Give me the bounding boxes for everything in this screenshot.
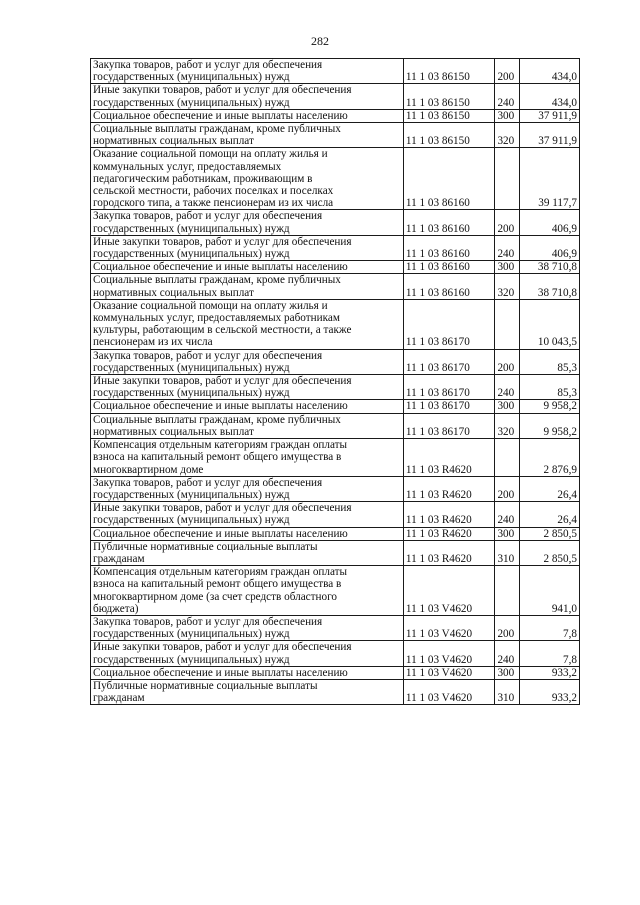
row-code-cell: 11 1 03 86160 xyxy=(403,274,495,299)
table-row xyxy=(91,666,580,679)
row-code-cell: 11 1 03 86160 xyxy=(403,148,495,210)
row-code-cell: 11 1 03 86160 xyxy=(403,210,495,235)
row-name-cell: Закупка товаров, работ и услуг для обеспечения государственных (муниципальных) нужд xyxy=(91,615,404,640)
table-row xyxy=(91,375,580,400)
row-expense-type-cell: 310 xyxy=(495,540,519,565)
row-name-cell: Иные закупки товаров, работ и услуг для обеспечения государственных (муниципальных) нужд xyxy=(91,641,404,666)
row-expense-type-cell: 200 xyxy=(495,476,519,501)
row-name-cell: Компенсация отдельным категориям граждан оплаты взноса на капитальный ремонт общего имущества в многоквартирном доме xyxy=(91,439,404,477)
row-code-cell: 11 1 03 R4620 xyxy=(403,476,495,501)
row-expense-type-cell: 240 xyxy=(495,641,519,666)
row-name-cell: Иные закупки товаров, работ и услуг для обеспечения государственных (муниципальных) нужд xyxy=(91,502,404,527)
row-name-cell: Публичные нормативные социальные выплаты гражданам xyxy=(91,679,404,704)
row-code-cell: 11 1 03 V4620 xyxy=(403,566,495,616)
row-name-cell: Социальные выплаты гражданам, кроме публичных нормативных социальных выплат xyxy=(91,123,404,148)
row-amount-cell: 933,2 xyxy=(519,666,579,679)
row-name-cell: Социальное обеспечение и иные выплаты населению xyxy=(91,666,404,679)
row-amount-cell: 434,0 xyxy=(519,59,579,84)
row-code-cell: 11 1 03 V4620 xyxy=(403,679,495,704)
table-row xyxy=(91,540,580,565)
row-expense-type-cell: 300 xyxy=(495,527,519,540)
row-amount-cell: 39 117,7 xyxy=(519,148,579,210)
row-expense-type-cell: 200 xyxy=(495,59,519,84)
budget-table xyxy=(90,58,580,705)
row-expense-type-cell: 240 xyxy=(495,84,519,109)
row-code-cell: 11 1 03 86170 xyxy=(403,349,495,374)
table-row xyxy=(91,59,580,84)
row-code-cell: 11 1 03 86170 xyxy=(403,400,495,413)
table-row xyxy=(91,261,580,274)
row-amount-cell: 26,4 xyxy=(519,502,579,527)
row-expense-type-cell: 320 xyxy=(495,123,519,148)
row-name-cell: Социальное обеспечение и иные выплаты населению xyxy=(91,261,404,274)
row-expense-type-cell xyxy=(495,299,519,349)
row-amount-cell: 7,8 xyxy=(519,615,579,640)
row-name-cell: Закупка товаров, работ и услуг для обеспечения государственных (муниципальных) нужд xyxy=(91,59,404,84)
row-name-cell: Социальные выплаты гражданам, кроме публичных нормативных социальных выплат xyxy=(91,413,404,438)
row-code-cell: 11 1 03 86170 xyxy=(403,375,495,400)
table-row xyxy=(91,641,580,666)
row-amount-cell: 85,3 xyxy=(519,349,579,374)
row-name-cell: Закупка товаров, работ и услуг для обеспечения государственных (муниципальных) нужд xyxy=(91,210,404,235)
row-amount-cell: 941,0 xyxy=(519,566,579,616)
table-row xyxy=(91,439,580,477)
row-code-cell: 11 1 03 86170 xyxy=(403,413,495,438)
table-row xyxy=(91,349,580,374)
table-row xyxy=(91,502,580,527)
row-code-cell: 11 1 03 V4620 xyxy=(403,615,495,640)
row-code-cell: 11 1 03 R4620 xyxy=(403,502,495,527)
row-expense-type-cell xyxy=(495,566,519,616)
row-amount-cell: 7,8 xyxy=(519,641,579,666)
table-row xyxy=(91,210,580,235)
row-expense-type-cell: 200 xyxy=(495,349,519,374)
row-expense-type-cell: 320 xyxy=(495,274,519,299)
row-name-cell: Иные закупки товаров, работ и услуг для обеспечения государственных (муниципальных) нужд xyxy=(91,84,404,109)
row-amount-cell: 10 043,5 xyxy=(519,299,579,349)
row-amount-cell: 2 876,9 xyxy=(519,439,579,477)
row-code-cell: 11 1 03 86160 xyxy=(403,261,495,274)
table-row xyxy=(91,84,580,109)
row-expense-type-cell: 310 xyxy=(495,679,519,704)
row-expense-type-cell xyxy=(495,439,519,477)
row-code-cell: 11 1 03 R4620 xyxy=(403,527,495,540)
row-amount-cell: 406,9 xyxy=(519,210,579,235)
row-name-cell: Иные закупки товаров, работ и услуг для обеспечения государственных (муниципальных) нужд xyxy=(91,235,404,260)
row-expense-type-cell: 300 xyxy=(495,109,519,122)
row-name-cell: Социальное обеспечение и иные выплаты населению xyxy=(91,400,404,413)
row-code-cell: 11 1 03 86160 xyxy=(403,235,495,260)
row-code-cell: 11 1 03 R4620 xyxy=(403,439,495,477)
row-name-cell: Социальное обеспечение и иные выплаты населению xyxy=(91,527,404,540)
table-row xyxy=(91,566,580,616)
table-row xyxy=(91,299,580,349)
row-amount-cell: 26,4 xyxy=(519,476,579,501)
row-amount-cell: 38 710,8 xyxy=(519,261,579,274)
table-row xyxy=(91,274,580,299)
row-code-cell: 11 1 03 86150 xyxy=(403,123,495,148)
row-expense-type-cell xyxy=(495,148,519,210)
table-row xyxy=(91,679,580,704)
row-name-cell: Оказание социальной помощи на оплату жилья и коммунальных услуг, предоставляемых работникам культуры, работающим в сельской местности, а также пенсионерам из их числа xyxy=(91,299,404,349)
row-code-cell: 11 1 03 V4620 xyxy=(403,641,495,666)
row-amount-cell: 2 850,5 xyxy=(519,540,579,565)
row-expense-type-cell: 200 xyxy=(495,210,519,235)
row-expense-type-cell: 200 xyxy=(495,615,519,640)
row-name-cell: Иные закупки товаров, работ и услуг для обеспечения государственных (муниципальных) нужд xyxy=(91,375,404,400)
row-name-cell: Социальные выплаты гражданам, кроме публичных нормативных социальных выплат xyxy=(91,274,404,299)
table-row xyxy=(91,123,580,148)
row-name-cell: Закупка товаров, работ и услуг для обеспечения государственных (муниципальных) нужд xyxy=(91,476,404,501)
row-code-cell: 11 1 03 R4620 xyxy=(403,540,495,565)
table-row xyxy=(91,615,580,640)
row-amount-cell: 2 850,5 xyxy=(519,527,579,540)
row-name-cell: Публичные нормативные социальные выплаты гражданам xyxy=(91,540,404,565)
table-row xyxy=(91,400,580,413)
table-row xyxy=(91,476,580,501)
row-code-cell: 11 1 03 V4620 xyxy=(403,666,495,679)
page-number: 282 xyxy=(311,34,329,48)
row-amount-cell: 37 911,9 xyxy=(519,109,579,122)
row-name-cell: Закупка товаров, работ и услуг для обеспечения государственных (муниципальных) нужд xyxy=(91,349,404,374)
row-amount-cell: 406,9 xyxy=(519,235,579,260)
row-expense-type-cell: 300 xyxy=(495,261,519,274)
row-code-cell: 11 1 03 86150 xyxy=(403,59,495,84)
row-name-cell: Социальное обеспечение и иные выплаты населению xyxy=(91,109,404,122)
row-code-cell: 11 1 03 86170 xyxy=(403,299,495,349)
row-expense-type-cell: 300 xyxy=(495,666,519,679)
row-expense-type-cell: 240 xyxy=(495,375,519,400)
budget-table-body xyxy=(91,59,580,705)
table-row xyxy=(91,235,580,260)
row-amount-cell: 37 911,9 xyxy=(519,123,579,148)
row-amount-cell: 38 710,8 xyxy=(519,274,579,299)
row-name-cell: Компенсация отдельным категориям граждан оплаты взноса на капитальный ремонт общего имущества в многоквартирном доме (за счет средств областного бюджета) xyxy=(91,566,404,616)
table-row xyxy=(91,413,580,438)
row-expense-type-cell: 240 xyxy=(495,235,519,260)
table-row xyxy=(91,527,580,540)
row-code-cell: 11 1 03 86150 xyxy=(403,109,495,122)
row-code-cell: 11 1 03 86150 xyxy=(403,84,495,109)
row-amount-cell: 9 958,2 xyxy=(519,413,579,438)
row-amount-cell: 9 958,2 xyxy=(519,400,579,413)
row-amount-cell: 434,0 xyxy=(519,84,579,109)
row-expense-type-cell: 240 xyxy=(495,502,519,527)
row-amount-cell: 85,3 xyxy=(519,375,579,400)
table-row xyxy=(91,109,580,122)
row-amount-cell: 933,2 xyxy=(519,679,579,704)
row-name-cell: Оказание социальной помощи на оплату жилья и коммунальных услуг, предоставляемых педагогическим работникам, проживающим в сельской местности, рабочих поселках и поселках городского типа, а также пенсионерам из их числа xyxy=(91,148,404,210)
row-expense-type-cell: 300 xyxy=(495,400,519,413)
table-row xyxy=(91,148,580,210)
row-expense-type-cell: 320 xyxy=(495,413,519,438)
